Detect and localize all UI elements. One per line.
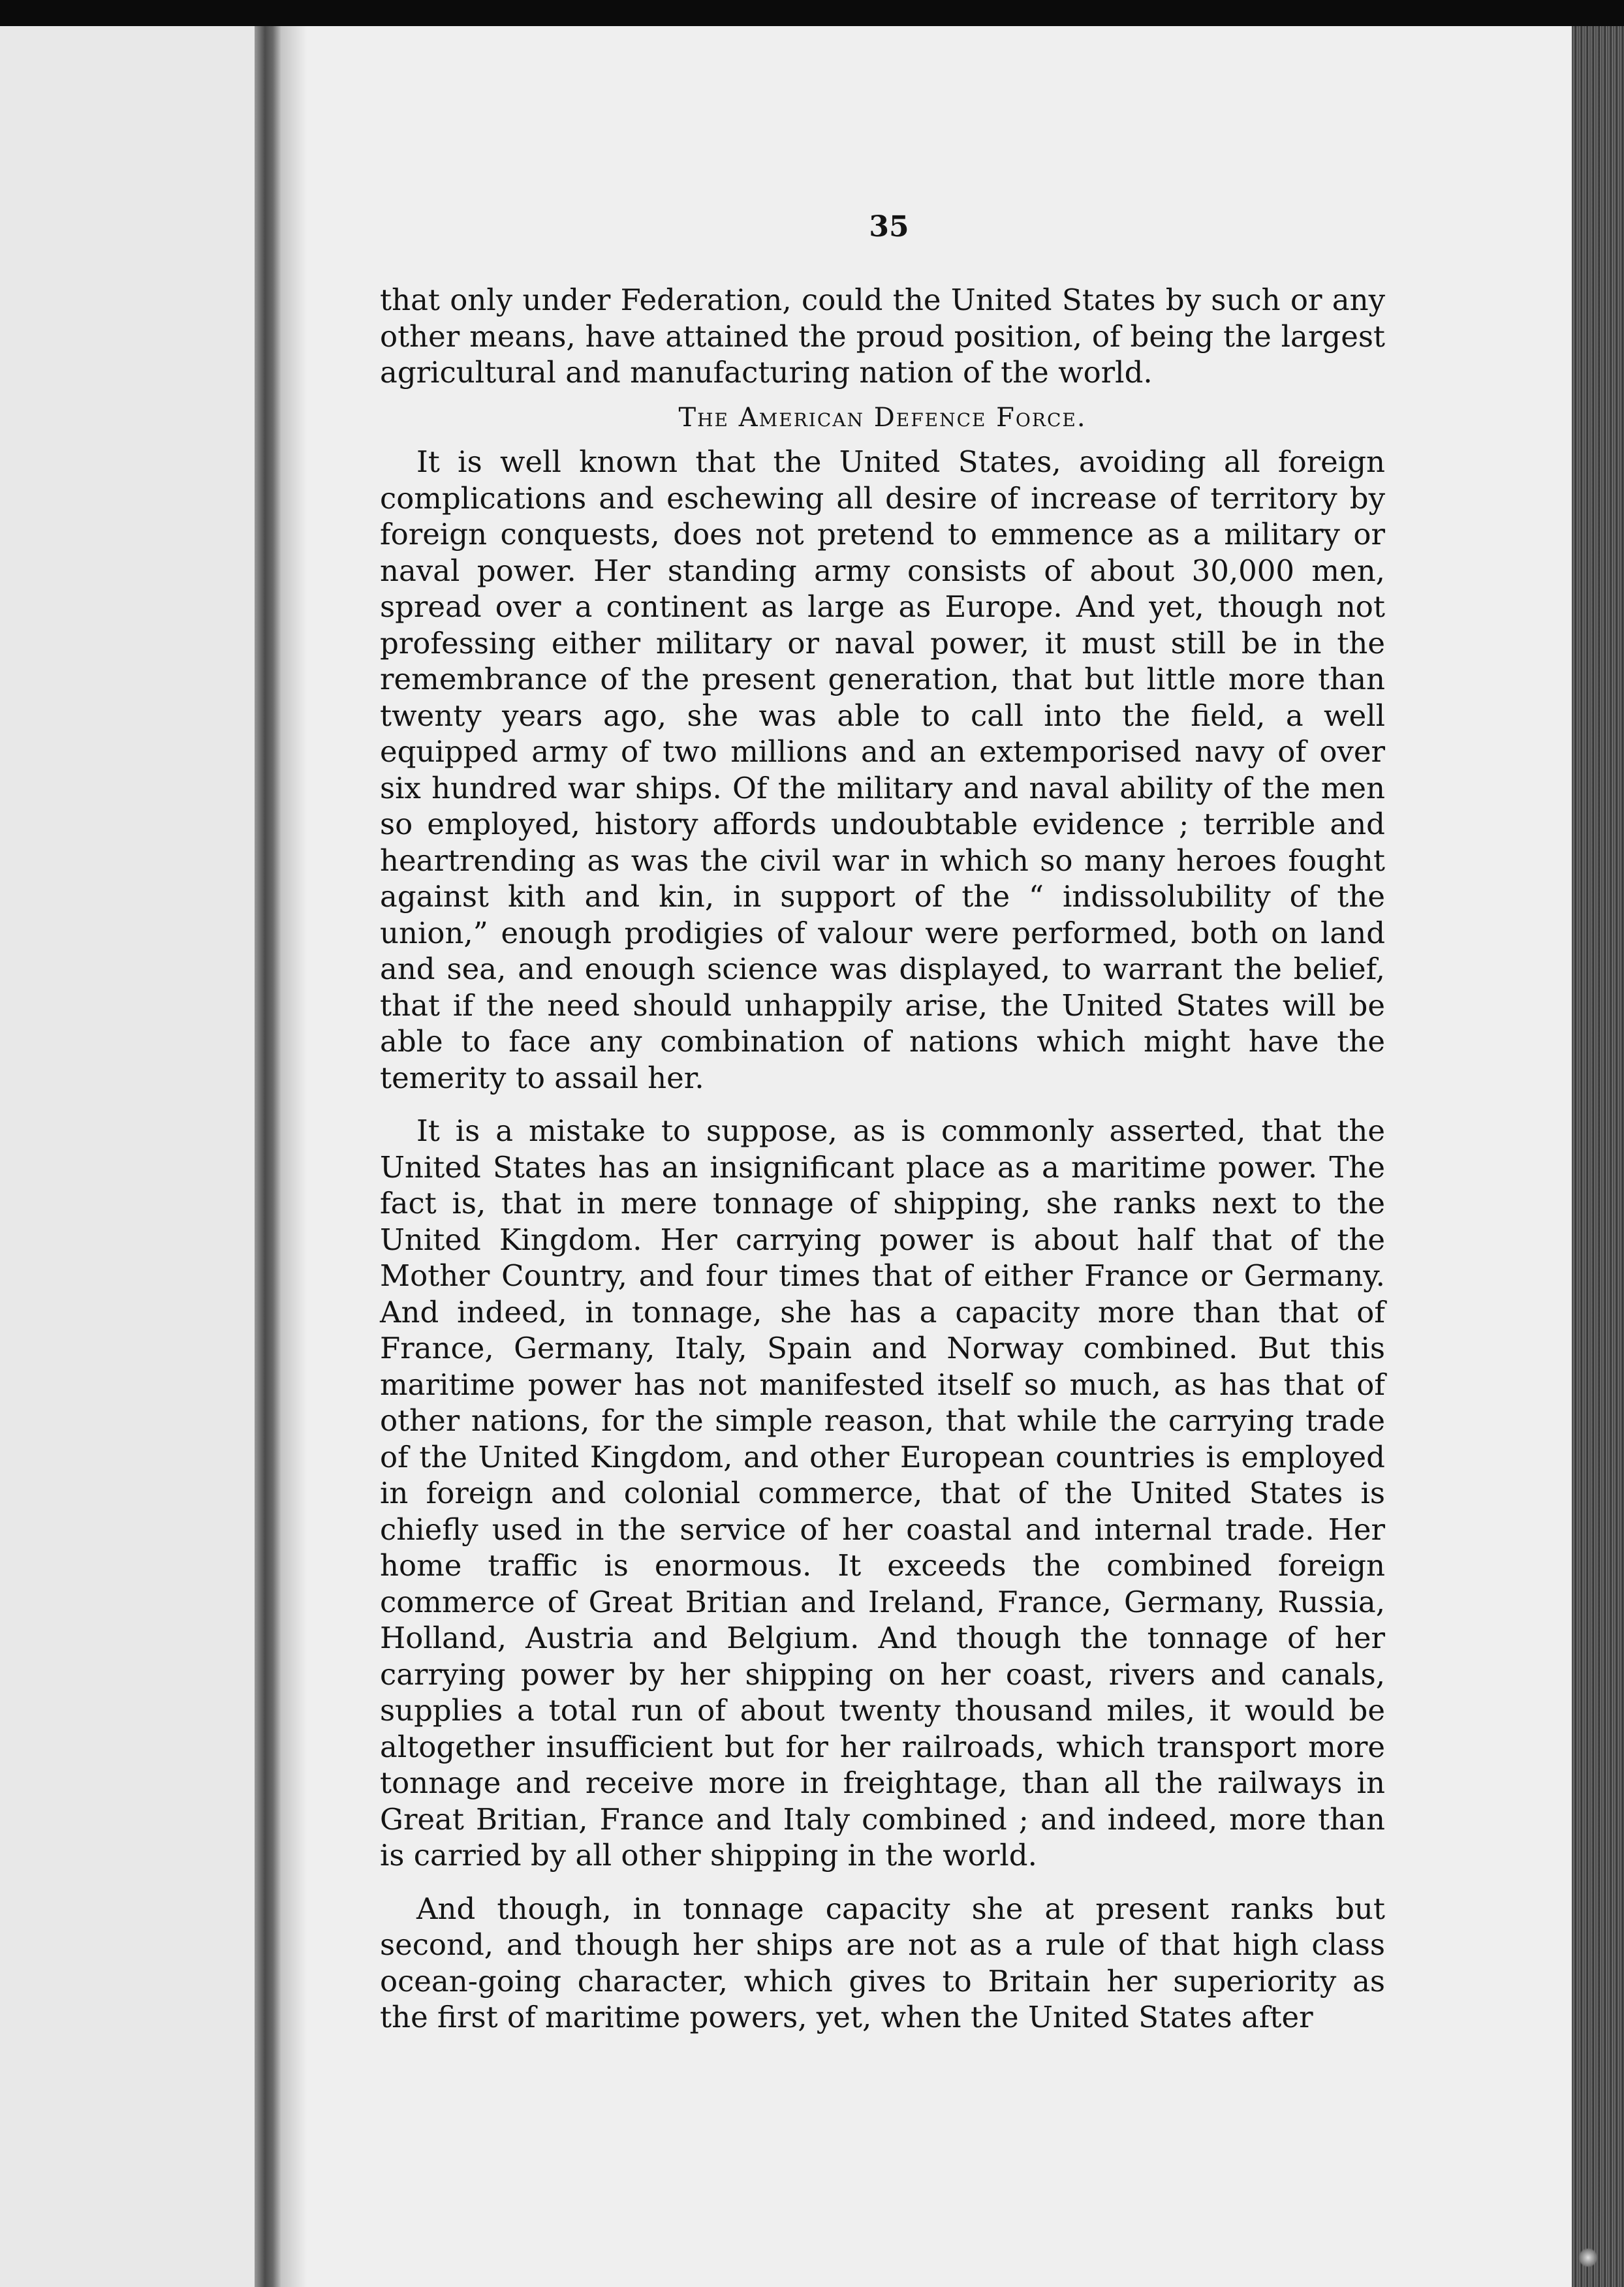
page-body: [380, 282, 1385, 2036]
opening-paragraph: that only under Federation, could the United States by such or any other means, have attained the proud position, of being the largest agricultural and manufacturing nation of the world.: [380, 283, 1385, 390]
book-gutter: [255, 26, 281, 2287]
gutter-shadow: [281, 26, 307, 2287]
left-facing-page: [0, 26, 266, 2287]
page-number: 35: [869, 210, 909, 243]
section-heading: The American Defence Force.: [678, 402, 1087, 433]
paragraph-tonnage: And though, in tonnage capacity she at present ranks but second, and though her ships are not as a rule of that high class ocean-going character, which gives to Britain her superiority as the first of maritime powers, yet, when the United States after: [380, 1891, 1385, 2034]
paragraph-defence: It is well known that the United States, avoiding all foreign complications and eschewing all desire of increase of territory by foreign conquests, does not pretend to emmence as a military or naval power. Her standing army consists of about 30,000 men, spread over a continent as large as Europe. And yet, though not professing either military or naval power, it must still be in the remembrance of the present generation, that but little more than twenty years ago, she was able to call into the field, a well equipped army of two millions and an extemporised navy of over six hundred war ships. Of the military and naval ability of the men so employed, history affords undoubtable evidence ; terrible and heartrending as was the civil war in which so many heroes fought against kith and kin, in support of the “ indissolubility of the union,” enough prodigies of valour were performed, both on land and sea, and enough science was displayed, to warrant the belief, that if the need should unhappily arise, the United States will be able to face any combination of nations which might have the temerity to assail her.: [380, 444, 1385, 1095]
page-edges: [1572, 26, 1624, 2287]
paragraph-maritime: It is a mistake to suppose, as is commonly asserted, that the United States has an insignificant place as a maritime power. The fact is, that in mere tonnage of shipping, she ranks next to the United Kingdom. Her carrying power is about half that of the Mother Country, and four times that of either France or Germany. And indeed, in tonnage, she has a capacity more than that of France, Germany, Italy, Spain and Norway combined. But this maritime power has not manifested itself so much, as has that of other nations, for the simple reason, that while the carrying trade of the United Kingdom, and other European countries is employed in foreign and colonial commerce, that of the United States is chiefly used in the service of her coastal and internal trade. Her home traffic is enormous. It exceeds the combined foreign commerce of Great Britian and Ireland, France, Germany, Russia, Holland, Austria and Belgium. And though the tonnage of her carrying power by her shipping on her coast, rivers and canals, supplies a total run of about twenty thousand miles, it would be altogether insufficient but for her railroads, which transport more tonnage and receive more in freightage, than all the railways in Great Britian, France and Italy combined ; and indeed, more than is carried by all other shipping in the world.: [380, 1113, 1385, 1873]
scan-speck: [1578, 2248, 1598, 2267]
